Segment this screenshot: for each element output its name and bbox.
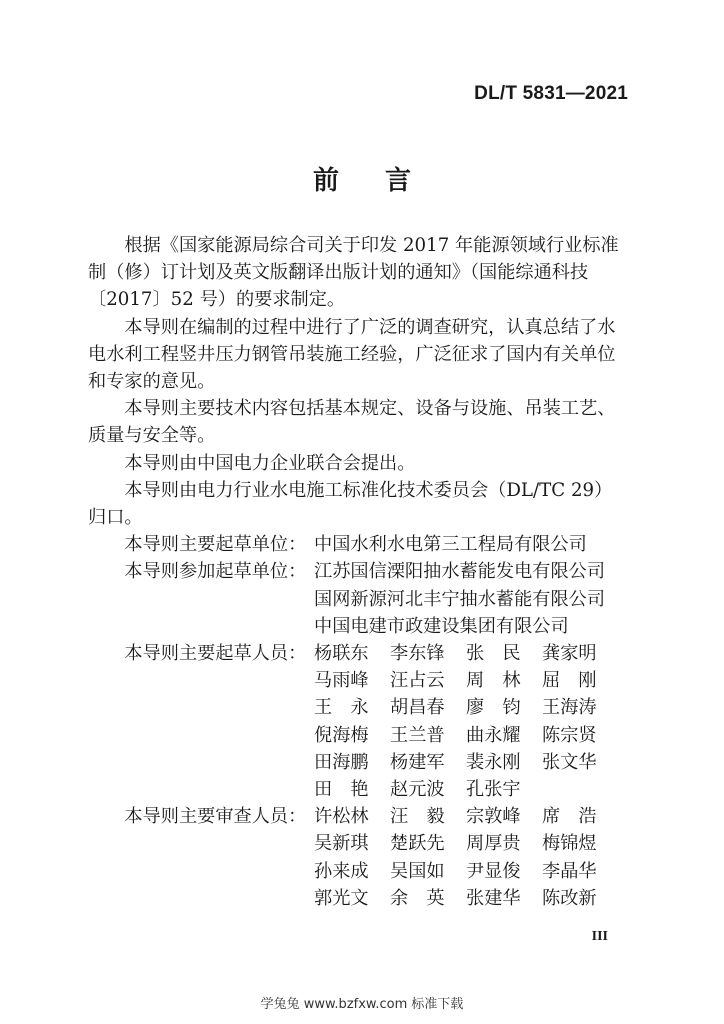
person-name: 王 永 — [314, 697, 369, 719]
person-name: 赵元波 — [390, 779, 445, 801]
person-name: 裴永刚 — [466, 751, 521, 773]
preface-body — [88, 232, 628, 912]
person-name: 郭光文 — [314, 887, 369, 909]
person-name: 王兰普 — [390, 724, 445, 746]
paragraph-basis: 根据《国家能源局综合司关于印发 2017 年能源领域行业标准制（修）订计划及英文版翻译出版计划的通知》（国能综通科技〔2017〕52 号）的要求制定。 — [88, 235, 619, 311]
participating-units-row — [88, 558, 628, 640]
person-name: 梅锦煜 — [542, 833, 597, 855]
standard-code: DL/T 5831—2021 — [474, 83, 628, 104]
person-name: 张建华 — [466, 887, 521, 909]
participating-units-list — [314, 558, 628, 640]
page-title: 前言 — [312, 166, 457, 196]
drafters-label: 本导则主要起草人员： — [124, 643, 307, 665]
participating-units-label: 本导则参加起草单位： — [124, 561, 307, 583]
paragraph-governance: 本导则由电力行业水电施工标准化技术委员会（DL/TC 29）归口。 — [88, 479, 613, 529]
person-name: 尹显俊 — [466, 860, 521, 882]
person-name: 吴新琪 — [314, 833, 369, 855]
chief-units-label: 本导则主要起草单位： — [124, 534, 307, 556]
person-name: 汪占云 — [390, 670, 445, 692]
person-name: 田海鹏 — [314, 751, 369, 773]
person-name: 李晶华 — [542, 860, 597, 882]
person-name: 孙来成 — [314, 860, 369, 882]
person-name: 余 英 — [390, 887, 445, 909]
chief-units-row — [88, 531, 628, 558]
paragraph-proposer: 本导则由中国电力企业联合会提出。 — [124, 452, 416, 474]
reviewers-list — [314, 803, 628, 912]
person-name: 李东锋 — [390, 643, 445, 665]
person-name: 陈改新 — [542, 887, 597, 909]
organization-name: 国网新源河北丰宁抽水蓄能有限公司 — [314, 588, 606, 610]
drafters-list — [314, 640, 628, 803]
source-watermark: 学兔兔 www.bzfxw.com 标准下载 — [260, 997, 464, 1012]
person-name: 宗敦峰 — [466, 806, 521, 828]
organization-name: 江苏国信溧阳抽水蓄能发电有限公司 — [314, 561, 606, 583]
person-name: 吴国如 — [390, 860, 445, 882]
person-name: 胡昌春 — [390, 697, 445, 719]
reviewers-row — [88, 803, 628, 912]
person-name: 马雨峰 — [314, 670, 369, 692]
chief-units-list — [314, 531, 628, 558]
person-name: 王海涛 — [542, 697, 597, 719]
person-name: 杨建军 — [390, 751, 445, 773]
person-name: 龚家明 — [542, 643, 597, 665]
page-number: III — [591, 929, 608, 944]
paragraph-content: 本导则主要技术内容包括基本规定、设备与设施、吊装工艺、质量与安全等。 — [88, 398, 616, 447]
person-name: 陈宗贤 — [542, 724, 597, 746]
contributor-roster — [88, 531, 628, 912]
person-name: 曲永耀 — [466, 724, 521, 746]
paragraph-research: 本导则在编制的过程中进行了广泛的调查研究，认真总结了水电水利工程竖井压力钢管吊装施工经验，广泛征求了国内有关单位和专家的意见。 — [88, 316, 616, 393]
person-name: 倪海梅 — [314, 724, 369, 746]
person-name: 田 艳 — [314, 779, 369, 801]
person-name: 席 浩 — [542, 806, 597, 828]
person-name: 廖 钧 — [466, 697, 521, 719]
person-name: 周 林 — [466, 670, 521, 692]
person-name: 汪 毅 — [390, 806, 445, 828]
person-name: 张文华 — [542, 751, 597, 773]
person-name: 许松林 — [314, 806, 369, 828]
drafters-row — [88, 640, 628, 803]
person-name: 张 民 — [466, 643, 521, 665]
person-name: 楚跃先 — [390, 833, 445, 855]
reviewers-label: 本导则主要审查人员： — [124, 806, 307, 828]
person-name: 屈 刚 — [542, 670, 597, 692]
person-name: 杨联东 — [314, 643, 369, 665]
person-name: 孔张宇 — [466, 779, 521, 801]
organization-name: 中国电建市政建设集团有限公司 — [314, 615, 569, 637]
organization-name: 中国水利水电第三工程局有限公司 — [314, 534, 587, 556]
person-name: 周厚贵 — [466, 833, 521, 855]
